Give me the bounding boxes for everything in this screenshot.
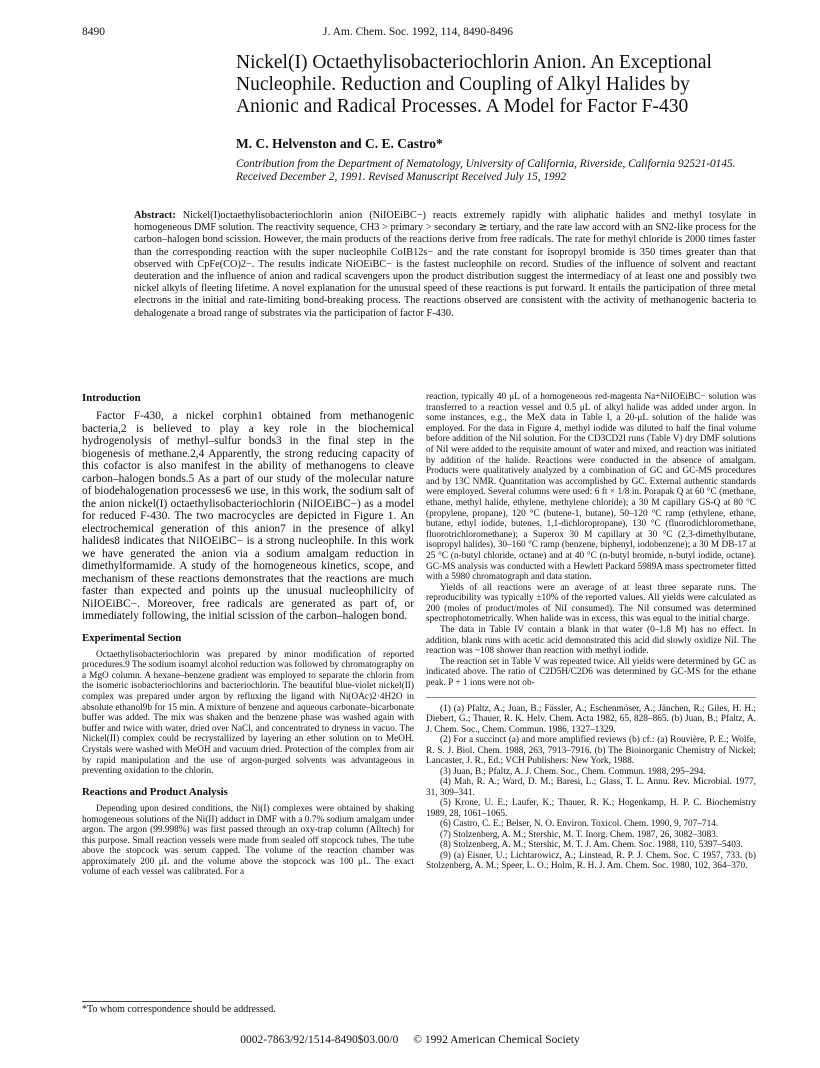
right-paragraph-1: reaction, typically 40 μL of a homogeneous red-magenta Na+NiIOEiBC− solution was transferred to a reaction vessel and 0.5 μL of alkyl halide was added under argon. In some instances, e.g., the MeX data in Table I, a 20-μL solution of the halide was employed. For the data in Figure 4, methyl iodide was diluted to half the final volume before addition of the NiI solution. For the CD3CD2I runs (Table V) dry DMF solutions of NiI were added to the requisite amount of water and mixed, and reaction was initiated by addition of the halide. Reactions were conducted in the absence of amalgam. Products were qualitatively analyzed by a combination of GC and GC-MS procedures and by 13C NMR. Quantitation was accomplished by GC. External authentic standards were employed. Several columns were used: 6 ft × 1/8 in. Porapak Q at 60 °C (methane, ethane, methyl halide, ethylene, methylene chloride); a 30 M capillary GS-Q at 80 °C (propylene, propane), 120 °C (butene-1, butane), 50–120 °C ramp (ethylene, ethane, butane, ethyl iodide, butenes, 1,1-dichloropropane), 130 °C (fluorodichloromethane, fluorotrichloromethane); a Superox 30 M capillary at 30 °C (2,3-dimethylbutane, isopropyl halides), 30–160 °C ramp (benzene, biphenyl, iodobenzene); a 30 M DB-17 at 25 °C (n-butyl chloride, octane) and at 40 °C (n-butyl bromide, n-butyl iodide, octane). GC-MS analysis was conducted with a Hewlett Packard 5989A mass spectrometer fitted with a 5980 chromatograph and data station.	[426, 392, 756, 583]
footer-code: 0002-7863/92/1514-8490$03.00/0	[240, 1034, 399, 1046]
abstract-label: Abstract:	[134, 210, 176, 221]
page-number: 8490	[82, 26, 105, 38]
abstract	[134, 210, 756, 320]
right-paragraph-4: The reaction set in Table V was repeated twice. All yields were determined by GC as indicated above. The ratio of C2D5H/C2D6 was determined by GC-MS for the ethane peak. P + 1 ions were not ob-	[426, 656, 756, 689]
right-column	[426, 392, 756, 872]
footer-copyright: © 1992 American Chemical Society	[413, 1034, 580, 1046]
reference-item: (1) (a) Pfaltz, A.; Juan, B.; Fässler, A.; Eschenmöser, A.; Jänchen, R.; Giles, H. H.; Diebert, G.; Thauer, R. K. Helv. Chem. Acta 1982, 65, 828–865. (b) Juan, B.; Pfaltz, A. J. Chem. Soc., Chem. Commun. 1986, 1327–1329.	[426, 703, 756, 735]
introduction-paragraph: Factor F-430, a nickel corphin1 obtained from methanogenic bacteria,2 is believed to play a key role in the biochemical hydrogenolysis of methyl–sulfur bonds3 in the final step in the biogenesis of methane.2,4 Apparently, the strong reducing capacity of this cofactor is also manifest in the ability of methanogens to cleave carbon–halogen bonds.5 As a part of our study of the molecular nature of biodehalogenation processes6 we use, in this work, the sodium salt of the anion nickel(I) octaethylisobacteriochlorin (NiIOEiBC−) as a model for reduced F-430. The two macrocycles are depicted in Figure 1. An electrochemical generation of this anion7 in the presence of alkyl halides8 indicates that NiIOEiBC− is a strong nucleophile. In this work we have generated the anion via a sodium amalgam reduction in dimethylformamide. A study of the homogeneous kinetics, scope, and mechanism of these reactions demonstrates that the reactions are much faster than expected and points up the unusual nucleophilicity of NiIOEiBC−. Moreover, free radicals are generated as part of, or immediately following, the initial scission of the carbon–halogen bond.	[82, 410, 414, 623]
footnote-rule	[82, 1001, 192, 1002]
right-paragraph-3: The data in Table IV contain a blank in that water (0–1.8 M) has no effect. In addition, blank runs with acetic acid demonstrated this acid did slowly oxidize NiI. The reaction was ~108 shower than reaction with methyl iodide.	[426, 625, 756, 657]
article-title: Nickel(I) Octaethylisobacteriochlorin Anion. An Exceptional Nucleophile. Reduction and Coupling of Alkyl Halides by Anionic and Radical Processes. A Model for Factor F-430	[236, 52, 712, 117]
abstract-text: Nickel(I)octaethylisobacteriochlorin anion (NiIOEiBC−) reacts extremely rapidly with aliphatic halides and methyl tosylate in homogeneous DMF solution. The reactivity sequence, CH3 > primary > secondary ≳ tertiary, and the rate law accord with an SN2-like process for the carbon–halogen bond scission. However, the main products of the reactions derive from free radicals. The rate for methyl chloride is 2000 times faster than the corresponding reaction with the super nucleophile CoIB12s− and the rate constant for isopropyl bromide is 350 times greater than that observed with CpFe(CO)2−. The results indicate NiOEiBC− is the fastest nucleophile on record. Studies of the influence of solvent and reactant deuteration and the influence of anion and radical scavengers upon the product distribution suggest the intermediacy of at least one and possibly two nickel alkyls of fleeting lifetime. A novel explanation for the unusual speed of these reactions is put forward. It entails the participation of three metal electrons in the initial and rate-limiting bond-breaking process. The reactions observed are consistent with the activity of methanogenic bacteria to dehalogenate a broad range of substrates via the participation of factor F-430.	[134, 210, 757, 319]
journal-citation: J. Am. Chem. Soc. 1992, 114, 8490-8496	[323, 26, 513, 38]
references	[426, 697, 756, 872]
reference-item: (9) (a) Eisner, U.; Lichtarowicz, A.; Linstead, R. P. J. Chem. Soc. C 1957, 733. (b) Stolzenberg, A. M.; Speer, L. O.; Holm, R. H. J. Am. Chem. Soc. 1980, 102, 364–370.	[426, 850, 756, 872]
experimental-paragraph: Octaethylisobacteriochlorin was prepared by minor modification of reported procedures.9 The sodium isoamyl alcohol reduction was followed by chromatography on a MgO column. A hexane–benzene gradient was employed to separate the chlorin from the isomeric isobacteriochlorins and bacteriochlorin. The beautiful blue-violet nickel(II) complex was prepared under argon by refluxing the ligand with Ni(OAc)2·4H2O in absolute ethanol9b for 15 min. A mixture of benzene and aqueous carbonate–bicarbonate buffer was added. The mix was shaken and the benzene phase was washed again with buffer and twice with water, dried over NaCl, and concentrated to dryness in vacuo. The Nickel(II) complex could be recrystallized by layering an ether solution on to MeOH. Crystals were washed with MeOH and vacuum dried. Protection of the complex from air by rapid manipulation and the use of argon-purged solvents was advantageous in preventing oxidation to the chlorin.	[82, 649, 414, 777]
reference-item: (8) Stolzenberg, A. M.; Stershic, M. T. J. Am. Chem. Soc. 1988, 110, 5397–5403.	[440, 840, 743, 851]
reactions-heading: Reactions and Product Analysis	[82, 785, 228, 798]
authors: M. C. Helvenston and C. E. Castro*	[236, 136, 443, 151]
reference-item: (5) Krone, U. E.; Laufer, K.; Thauer, R. K.; Hogenkamp, H. P. C. Biochemistry 1989, 28, 1061–1065.	[426, 798, 756, 819]
reference-item: (3) Juan, B.; Pfaltz, A. J. Chem. Soc., Chem. Commun. 1988, 295–294.	[440, 766, 706, 777]
reference-item: (4) Mah, R. A.; Ward, D. M.; Baresi, L.; Glass, T. L. Annu. Rev. Microbial. 1977, 31, 309–341.	[426, 777, 756, 798]
running-header	[82, 26, 754, 42]
introduction-heading: Introduction	[82, 392, 141, 404]
reference-item: (7) Stolzenberg, A. M.; Stershic, M. T. Inorg. Chem. 1987, 26, 3082–3083.	[440, 829, 719, 840]
left-column	[82, 392, 414, 878]
right-paragraph-2: Yields of all reactions were an average of at least three separate runs. The reproducibility was typically ±10% of the reported values. All yields were calculated as 200 (moles of product/moles of NiI consumed). The NiI consumed was determined spectrophotometrically. When halide was in excess, this was equal to the initial charge.	[426, 582, 756, 625]
reactions-paragraph: Depending upon desired conditions, the Ni(I) complexes were obtained by shaking homogeneous solutions of the Ni(II) adduct in DMF with a 0.7% sodium amalgam under argon. The argon (99.998%) was first passed through an oxy-trap column (Alltech) for this purpose. Small reaction vessels were made from sealed off stopcock tubes. The tube above the stopcock was serum capped. The volume of the reaction chamber was approximately 200 μL and the volume above the stopcock was 100 μL. The exact volume of each vessel was calibrated. For a	[82, 803, 414, 878]
reference-item: (6) Castro, C. E.; Belser, N. O. Environ. Toxicol. Chem. 1990, 9, 707–714.	[440, 819, 719, 830]
footnote: *To whom correspondence should be addressed.	[82, 1004, 276, 1015]
contribution-line: Contribution from the Department of Nematology, University of California, Riverside, California 92521-0145. Received December 2, 1991. Revised Manuscript Received July 15, 1992	[236, 158, 736, 183]
reference-item: (2) For a succinct (a) and more amplified reviews (b) cf.: (a) Rouvière, P. E.; Wolfe, R. S. J. Biol. Chem. 1988, 263, 7913–7916. (b) The Bioinorganic Chemistry of Nickel; Lancaster, J. R., Ed.; VCH Publishers: New York, 1988.	[426, 735, 756, 767]
page-footer	[0, 1034, 820, 1046]
experimental-heading: Experimental Section	[82, 631, 182, 644]
